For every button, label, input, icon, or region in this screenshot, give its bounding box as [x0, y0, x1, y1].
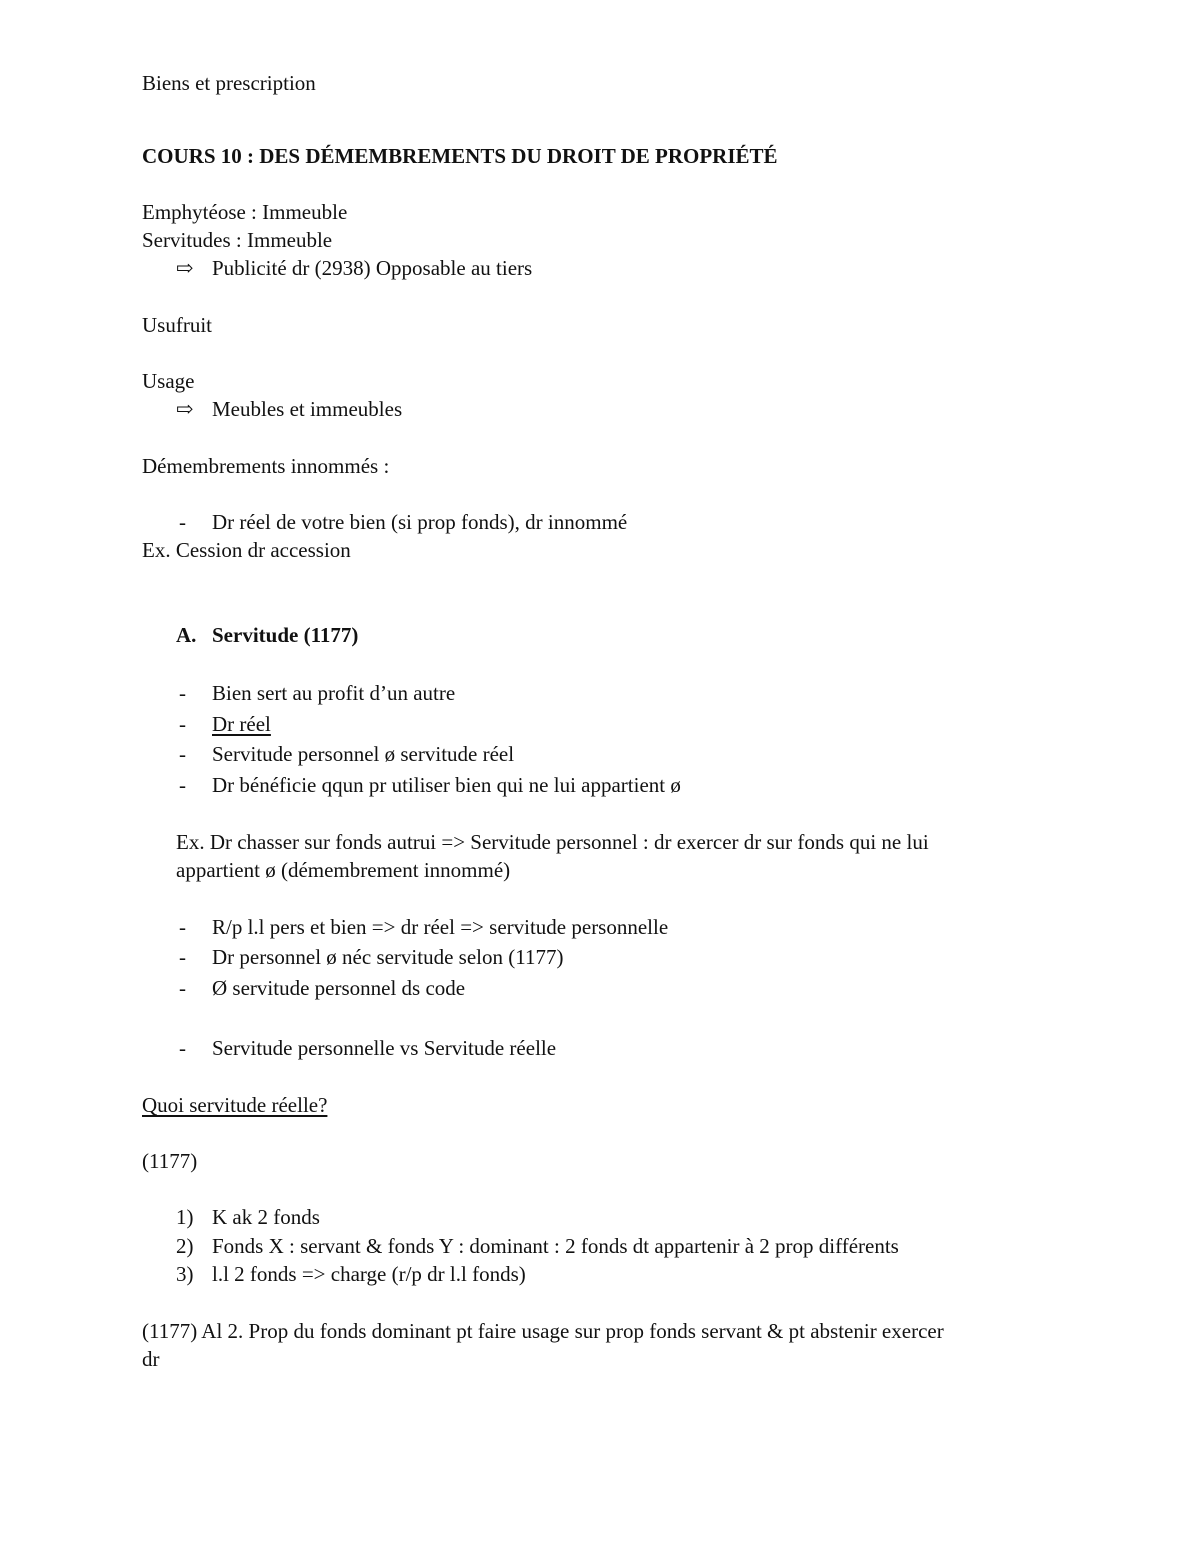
- list-item: Fonds X : servant & fonds Y : dominant : 2 fonds dt appartenir à 2 prop différents: [212, 1234, 899, 1258]
- list-item: Dr réel: [212, 712, 271, 736]
- list-item: R/p l.l pers et bien => dr réel => servitude personnelle: [212, 915, 669, 939]
- bullet-dash: -: [179, 976, 186, 1000]
- section-heading: Quoi servitude réelle?: [142, 1093, 328, 1117]
- list-item: Bien sert au profit d’un autre: [212, 681, 456, 705]
- list-item: Servitude personnelle vs Servitude réelle: [212, 1036, 557, 1060]
- list-item: K ak 2 fonds: [212, 1205, 320, 1229]
- list-number: 3): [176, 1262, 194, 1286]
- list-item: l.l 2 fonds => charge (r/p dr l.l fonds): [212, 1262, 526, 1286]
- article-ref: (1177): [142, 1149, 198, 1173]
- bullet-dash: -: [179, 510, 186, 534]
- text-line: Ex. Cession dr accession: [142, 538, 351, 562]
- bullet-dash: -: [179, 773, 186, 797]
- text-line: Meubles et immeubles: [212, 397, 403, 421]
- bullet-dash: -: [179, 1036, 186, 1060]
- example-text: Ex. Dr chasser sur fonds autrui => Servitude personnel : dr exercer dr sur fonds qui ne lui: [176, 830, 929, 854]
- text-line: Démembrements innommés :: [142, 454, 390, 478]
- list-item: Servitude personnel ø servitude réel: [212, 742, 515, 766]
- list-number: 1): [176, 1205, 194, 1229]
- bullet-dash: -: [179, 945, 186, 969]
- course-name: Biens et prescription: [142, 71, 316, 95]
- text-line: Servitudes : Immeuble: [142, 228, 333, 252]
- list-item: Ø servitude personnel ds code: [212, 976, 466, 1000]
- list-item: Dr personnel ø néc servitude selon (1177): [212, 945, 564, 969]
- list-number: 2): [176, 1234, 194, 1258]
- bullet-dash: -: [179, 712, 186, 736]
- bullet-dash: -: [179, 742, 186, 766]
- text-line: Publicité dr (2938) Opposable au tiers: [212, 256, 533, 280]
- page-title: COURS 10 : DES DÉMEMBREMENTS DU DROIT DE PROPRIÉTÉ: [142, 144, 778, 168]
- example-text: appartient ø (démembrement innommé): [176, 858, 511, 882]
- bullet-dash: -: [179, 681, 186, 705]
- text-line: Usage: [142, 369, 195, 393]
- list-item: Dr bénéficie qqun pr utiliser bien qui ne lui appartient ø: [212, 773, 681, 797]
- arrow-icon: ⇨: [176, 256, 194, 280]
- section-marker: A.: [176, 623, 197, 647]
- arrow-icon: ⇨: [176, 397, 194, 421]
- bullet-dash: -: [179, 915, 186, 939]
- section-heading: Servitude (1177): [212, 623, 359, 647]
- closing-text: (1177) Al 2. Prop du fonds dominant pt faire usage sur prop fonds servant & pt abstenir exercer: [142, 1319, 944, 1343]
- text-line: Dr réel de votre bien (si prop fonds), dr innommé: [212, 510, 628, 534]
- text-line: Usufruit: [142, 313, 212, 337]
- text-line: Emphytéose : Immeuble: [142, 200, 348, 224]
- closing-text: dr: [142, 1347, 160, 1371]
